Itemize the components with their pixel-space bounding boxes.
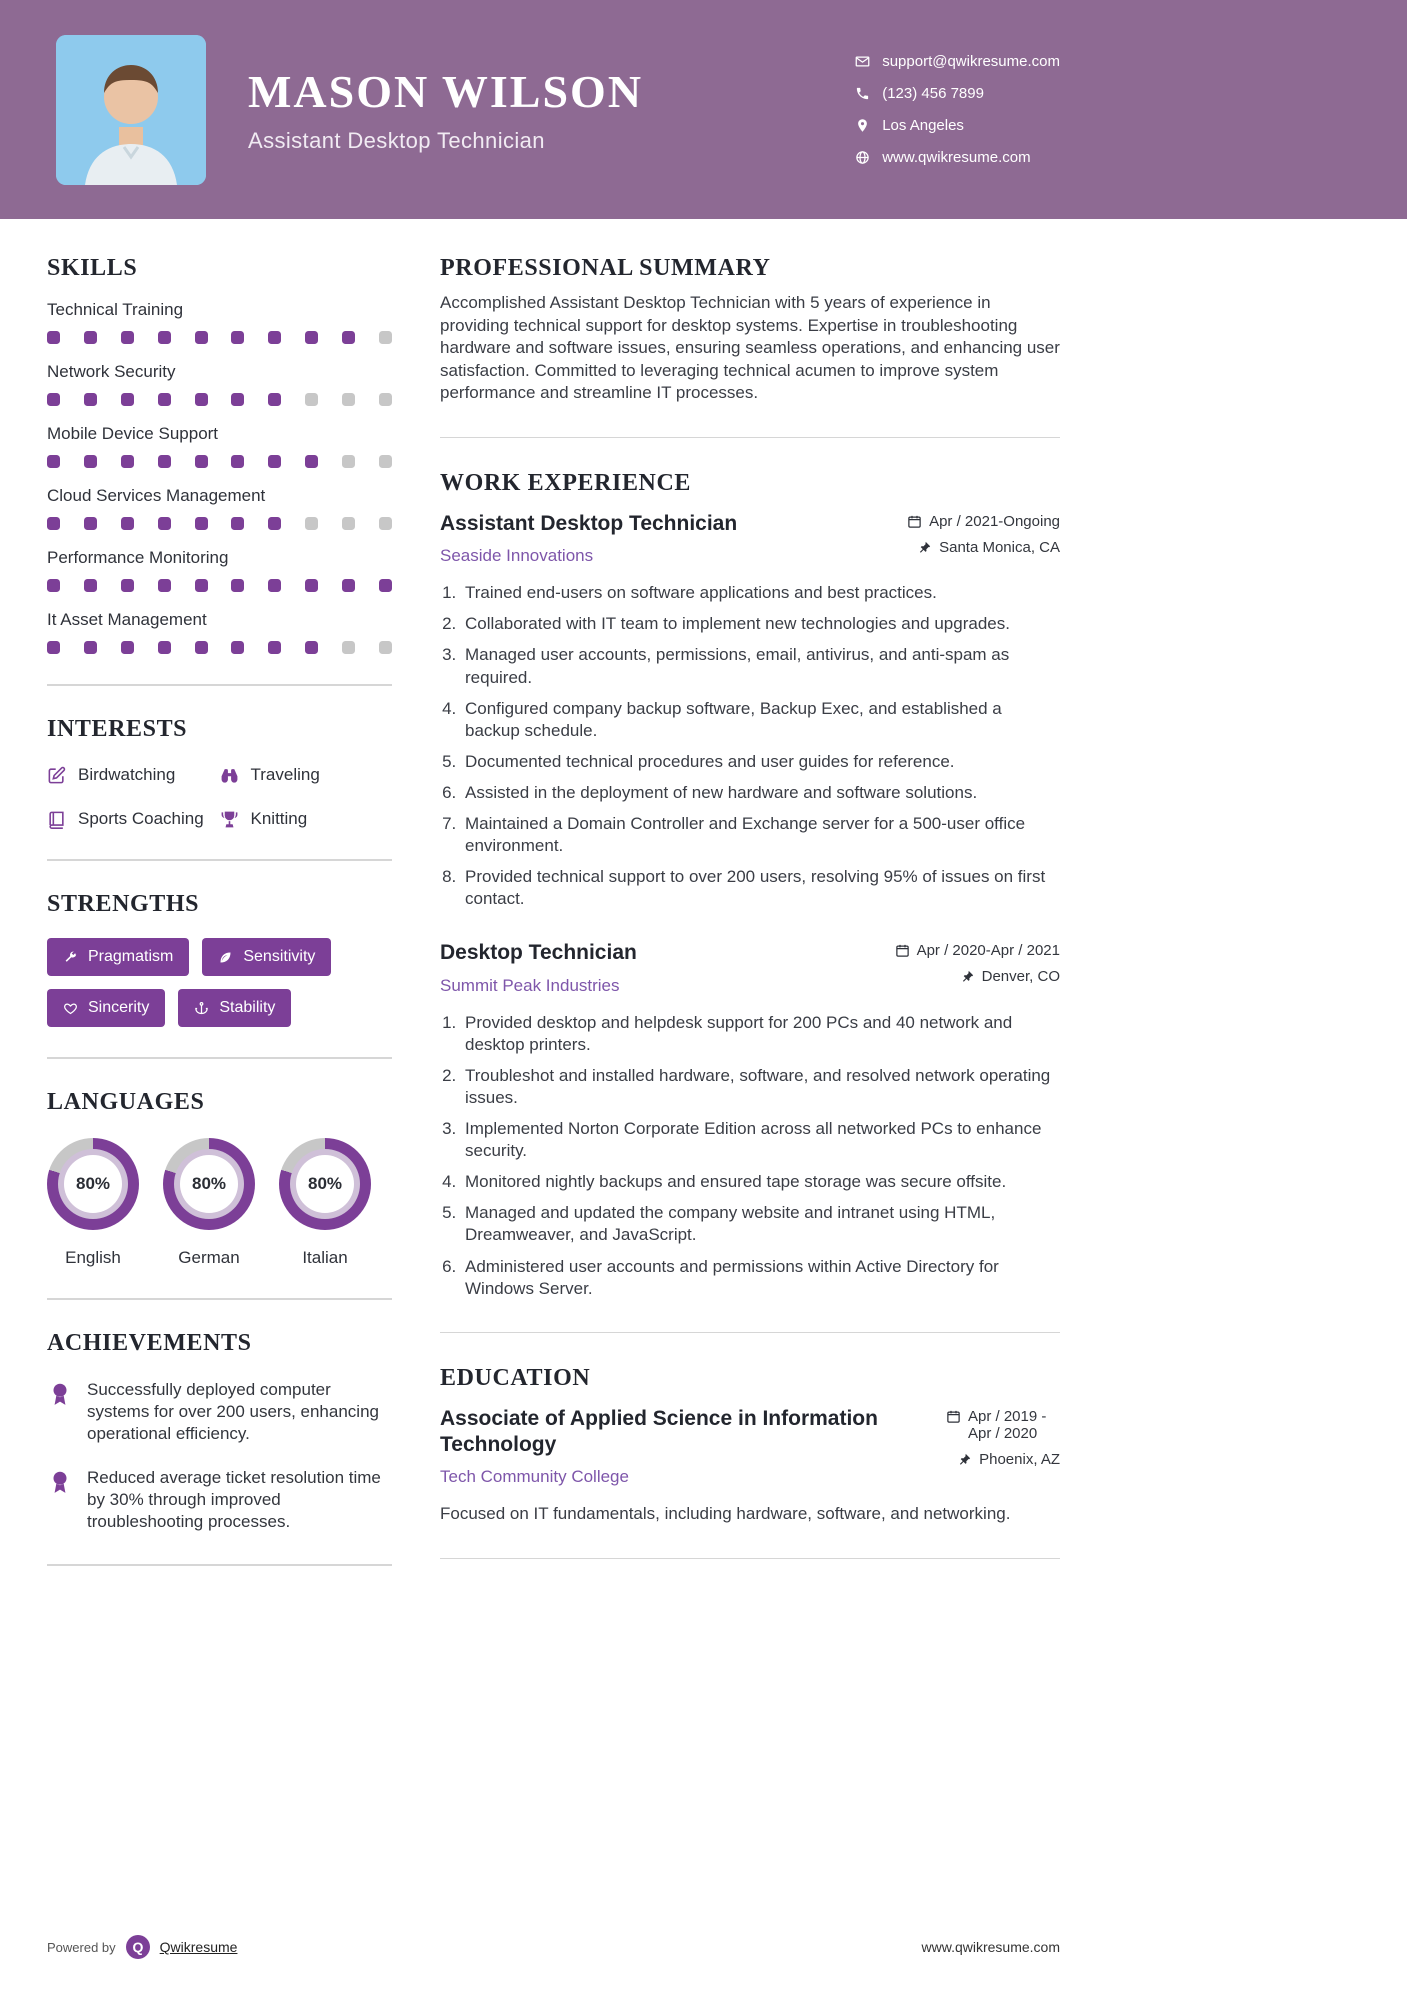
skill-item — [47, 610, 392, 654]
job-title: Desktop Technician — [440, 941, 637, 965]
skill-dot — [231, 393, 244, 406]
interest-label: Sports Coaching — [78, 809, 204, 828]
skill-dot — [342, 331, 355, 344]
education-heading: EDUCATION — [440, 1364, 591, 1391]
skill-dot — [379, 579, 392, 592]
contact-phone-text: (123) 456 7899 — [882, 85, 984, 102]
education-school: Tech Community College — [440, 1467, 629, 1487]
language-donut-chart — [47, 1138, 139, 1230]
skill-dot — [195, 331, 208, 344]
interest-item — [47, 809, 220, 829]
job-header — [440, 511, 1060, 566]
calendar-icon — [946, 1409, 961, 1424]
location-pin-icon — [917, 540, 932, 555]
skill-dot — [195, 579, 208, 592]
strength-chip — [47, 938, 189, 976]
skill-item — [47, 548, 392, 592]
divider — [440, 1558, 1060, 1559]
skill-dot — [305, 455, 318, 468]
education-entry — [440, 1406, 1060, 1526]
skill-item — [47, 300, 392, 344]
summary-section — [440, 255, 1060, 405]
phone-icon — [855, 86, 870, 101]
skill-dot — [305, 331, 318, 344]
skill-dot — [195, 455, 208, 468]
skill-dot — [158, 331, 171, 344]
skill-dot — [379, 393, 392, 406]
skill-dot — [195, 393, 208, 406]
job-bullet: 2. Troubleshot and installed hardware, software, and resolved network operating issues. — [461, 1065, 1060, 1109]
email-icon — [855, 54, 870, 69]
strengths-list — [47, 938, 392, 1027]
contact-location — [855, 117, 1060, 134]
strength-label: Pragmatism — [88, 948, 174, 965]
footer — [47, 1934, 1060, 1960]
skill-dot — [231, 331, 244, 344]
skill-rating — [47, 641, 392, 654]
divider — [440, 1332, 1060, 1333]
skill-dot — [342, 393, 355, 406]
language-percent: 80% — [180, 1155, 238, 1213]
contact-email[interactable] — [855, 53, 1060, 70]
skills-heading: SKILLS — [47, 255, 138, 281]
trophy-icon — [220, 810, 239, 829]
job-bullet: 8. Provided technical support to over 200 users, resolving 95% of issues on first contact. — [461, 866, 1060, 910]
interest-label: Birdwatching — [78, 765, 176, 784]
skill-dot — [342, 455, 355, 468]
job-company: Seaside Innovations — [440, 546, 594, 566]
skill-item — [47, 362, 392, 406]
job-bullet: 4. Monitored nightly backups and ensured tape storage was secure offsite. — [461, 1171, 1060, 1193]
skill-dot — [158, 455, 171, 468]
calendar-icon — [907, 514, 922, 529]
languages-heading: LANGUAGES — [47, 1089, 205, 1115]
skill-dot — [305, 517, 318, 530]
job-title-block — [440, 940, 637, 995]
language-item — [163, 1138, 255, 1268]
job-company: Summit Peak Industries — [440, 975, 620, 995]
contact-website-text: www.qwikresume.com — [882, 149, 1031, 166]
skill-dot — [231, 455, 244, 468]
job-location: Denver, CO — [981, 968, 1060, 986]
education-date: Apr / 2019 - Apr / 2020 — [968, 1407, 1047, 1442]
skill-dot — [268, 641, 281, 654]
identity-block — [248, 65, 643, 154]
skill-dot — [342, 641, 355, 654]
skill-dot — [158, 641, 171, 654]
divider — [47, 1057, 392, 1059]
education-section — [440, 1365, 1060, 1526]
language-label: English — [65, 1248, 121, 1267]
skill-dot — [47, 641, 60, 654]
skill-dot — [84, 393, 97, 406]
job-bullet: 2. Collaborated with IT team to implement new technologies and upgrades. — [461, 613, 1060, 635]
skills-section — [47, 255, 392, 654]
skill-dot — [305, 579, 318, 592]
education-meta — [946, 1406, 1060, 1488]
award-icon — [47, 1469, 73, 1495]
skill-dot — [268, 455, 281, 468]
book-icon — [47, 810, 66, 829]
contact-phone — [855, 85, 1060, 102]
language-donut-chart — [279, 1138, 371, 1230]
skill-dot — [305, 393, 318, 406]
anchor-icon — [194, 1001, 209, 1016]
job-bullet: 5. Managed and updated the company website and intranet using HTML, Dreamweaver, and JavaScript. — [461, 1202, 1060, 1246]
strength-chip — [178, 989, 291, 1027]
profile-photo-illustration — [56, 35, 206, 185]
skill-dot — [379, 455, 392, 468]
skill-dot — [195, 517, 208, 530]
qwikresume-logo — [125, 1934, 151, 1960]
strengths-heading: STRENGTHS — [47, 891, 200, 917]
skill-name: Network Security — [47, 362, 176, 381]
education-degree: Associate of Applied Science in Information Technology — [440, 1406, 878, 1456]
languages-list — [47, 1138, 392, 1268]
achievement-text: Successfully deployed computer systems for over 200 users, enhancing operational efficiency. — [87, 1380, 379, 1444]
skill-rating — [47, 455, 392, 468]
person-title: Assistant Desktop Technician — [248, 128, 545, 153]
job-date-row — [895, 942, 1060, 959]
job-location: Santa Monica, CA — [939, 539, 1060, 557]
skill-dot — [379, 517, 392, 530]
experience-section — [440, 470, 1060, 1300]
location-icon — [855, 118, 870, 133]
skill-dot — [342, 579, 355, 592]
achievements-section — [47, 1330, 392, 1534]
skill-dot — [305, 641, 318, 654]
skill-name: It Asset Management — [47, 610, 207, 629]
job-bullet-list — [440, 582, 1060, 910]
achievements-heading: ACHIEVEMENTS — [47, 1330, 252, 1356]
education-location-row — [957, 1451, 1060, 1468]
job-location-row — [917, 539, 1060, 556]
strength-chip — [47, 989, 165, 1027]
skill-dot — [84, 579, 97, 592]
skill-dot — [268, 517, 281, 530]
experience-heading: WORK EXPERIENCE — [440, 470, 692, 497]
contact-list — [855, 53, 1060, 166]
footer-site-url: www.qwikresume.com — [921, 1939, 1060, 1955]
education-location: Phoenix, AZ — [979, 1450, 1060, 1468]
interests-heading: INTERESTS — [47, 716, 188, 742]
heart-icon — [63, 1001, 78, 1016]
interest-label: Traveling — [250, 765, 320, 784]
summary-text: Accomplished Assistant Desktop Technician with 5 years of experience in providing technical support for desktop systems. Expertise in troubleshooting hardware and software issues, ensuring seamless operations, and enhancing user satisfaction. Committed to leveraging technical acumen to improve system performance and streamline IT processes. — [440, 293, 1060, 403]
interests-section — [47, 716, 392, 829]
skill-dot — [47, 579, 60, 592]
skill-dot — [268, 393, 281, 406]
calendar-icon — [895, 943, 910, 958]
divider — [47, 859, 392, 861]
job-bullet: 3. Managed user accounts, permissions, email, antivirus, and anti-spam as required. — [461, 644, 1060, 688]
interest-item — [47, 765, 220, 785]
language-item — [279, 1138, 371, 1268]
job-bullet: 4. Configured company backup software, Backup Exec, and established a backup schedule. — [461, 698, 1060, 742]
profile-photo — [56, 35, 206, 185]
education-title-block — [440, 1406, 890, 1488]
strength-label: Sensitivity — [243, 948, 316, 965]
skill-dot — [47, 517, 60, 530]
right-column — [440, 255, 1060, 1596]
person-name: MASON WILSON — [248, 66, 644, 117]
skill-name: Performance Monitoring — [47, 548, 229, 567]
pen-icon — [47, 766, 66, 785]
skill-dot — [47, 393, 60, 406]
achievement-item — [47, 1379, 392, 1445]
binoculars-icon — [220, 766, 239, 785]
skill-dot — [47, 455, 60, 468]
job-bullet: 3. Implemented Norton Corporate Edition across all networked PCs to enhance security. — [461, 1118, 1060, 1162]
leaf-icon — [218, 950, 233, 965]
skill-dot — [84, 641, 97, 654]
skill-dot — [268, 331, 281, 344]
contact-location-text: Los Angeles — [882, 117, 964, 134]
skill-dot — [121, 641, 134, 654]
language-percent: 80% — [64, 1155, 122, 1213]
skill-dot — [121, 393, 134, 406]
job-bullet: 5. Documented technical procedures and user guides for reference. — [461, 751, 1060, 773]
award-icon — [47, 1381, 73, 1407]
skill-dot — [84, 331, 97, 344]
job-meta — [907, 511, 1060, 566]
contact-email-text: support@qwikresume.com — [882, 53, 1060, 70]
job-date-row — [907, 513, 1060, 530]
svg-text:Q: Q — [132, 1939, 144, 1955]
achievement-item — [47, 1467, 392, 1533]
skill-name: Cloud Services Management — [47, 486, 266, 505]
interests-grid — [47, 765, 392, 829]
job-bullet: 6. Administered user accounts and permissions within Active Directory for Windows Server. — [461, 1256, 1060, 1300]
skill-dot — [121, 579, 134, 592]
divider — [440, 437, 1060, 438]
interest-item — [220, 809, 393, 829]
skill-rating — [47, 331, 392, 344]
job-entry — [440, 940, 1060, 1299]
skill-name: Mobile Device Support — [47, 424, 219, 443]
location-pin-icon — [957, 1452, 972, 1467]
job-bullet: 1. Trained end-users on software applications and best practices. — [461, 582, 1060, 604]
skill-dot — [121, 455, 134, 468]
skill-dot — [121, 517, 134, 530]
job-bullet: 1. Provided desktop and helpdesk support for 200 PCs and 40 network and desktop printers. — [461, 1012, 1060, 1056]
summary-heading: PROFESSIONAL SUMMARY — [440, 255, 771, 281]
skill-dot — [379, 331, 392, 344]
language-label: German — [178, 1248, 240, 1267]
content — [0, 219, 1407, 1596]
interest-label: Knitting — [250, 809, 308, 828]
job-header — [440, 940, 1060, 995]
divider — [47, 1298, 392, 1300]
skill-dot — [342, 517, 355, 530]
job-title-block — [440, 511, 737, 566]
divider — [47, 684, 392, 686]
qwikresume-link[interactable]: Qwikresume — [159, 1939, 238, 1955]
skill-dot — [158, 579, 171, 592]
skill-dot — [84, 455, 97, 468]
job-title: Assistant Desktop Technician — [440, 512, 738, 536]
skill-dot — [379, 641, 392, 654]
job-bullet: 6. Assisted in the deployment of new hardware and software solutions. — [461, 782, 1060, 804]
education-header — [440, 1406, 1060, 1488]
language-label: Italian — [302, 1248, 348, 1267]
strengths-section — [47, 891, 392, 1027]
powered-by-text: Powered by — [47, 1939, 116, 1955]
languages-section — [47, 1089, 392, 1268]
skill-dot — [47, 331, 60, 344]
skill-dot — [231, 517, 244, 530]
powered-by-block — [47, 1934, 237, 1960]
skill-dot — [268, 579, 281, 592]
skill-dot — [121, 331, 134, 344]
skill-dot — [158, 517, 171, 530]
strength-label: Stability — [219, 999, 276, 1016]
language-donut-chart — [163, 1138, 255, 1230]
strength-chip — [202, 938, 331, 976]
education-date-row — [946, 1408, 1060, 1442]
job-meta — [895, 940, 1060, 995]
job-bullet-list — [440, 1012, 1060, 1300]
wrench-icon — [63, 950, 78, 965]
skill-rating — [47, 517, 392, 530]
skill-dot — [158, 393, 171, 406]
globe-icon — [855, 150, 870, 165]
contact-website[interactable] — [855, 149, 1060, 166]
language-item — [47, 1138, 139, 1268]
language-percent: 80% — [296, 1155, 354, 1213]
job-date: Apr / 2020-Apr / 2021 — [916, 942, 1060, 960]
job-date: Apr / 2021-Ongoing — [929, 513, 1060, 531]
left-column — [47, 255, 392, 1596]
education-description: Focused on IT fundamentals, including hardware, software, and networking. — [440, 1504, 1011, 1524]
skill-rating — [47, 579, 392, 592]
header — [0, 0, 1407, 219]
job-bullet: 7. Maintained a Domain Controller and Exchange server for a 500-user office environment. — [461, 813, 1060, 857]
strength-label: Sincerity — [88, 999, 150, 1016]
achievement-text: Reduced average ticket resolution time by 30% through improved troubleshooting processes. — [87, 1468, 381, 1532]
skill-rating — [47, 393, 392, 406]
skill-item — [47, 424, 392, 468]
skill-dot — [195, 641, 208, 654]
skill-dot — [231, 641, 244, 654]
location-pin-icon — [960, 969, 975, 984]
job-entry — [440, 511, 1060, 910]
skill-dot — [231, 579, 244, 592]
interest-item — [220, 765, 393, 785]
skill-name: Technical Training — [47, 300, 184, 319]
skill-dot — [84, 517, 97, 530]
skill-item — [47, 486, 392, 530]
job-location-row — [960, 968, 1060, 985]
divider — [47, 1564, 392, 1566]
